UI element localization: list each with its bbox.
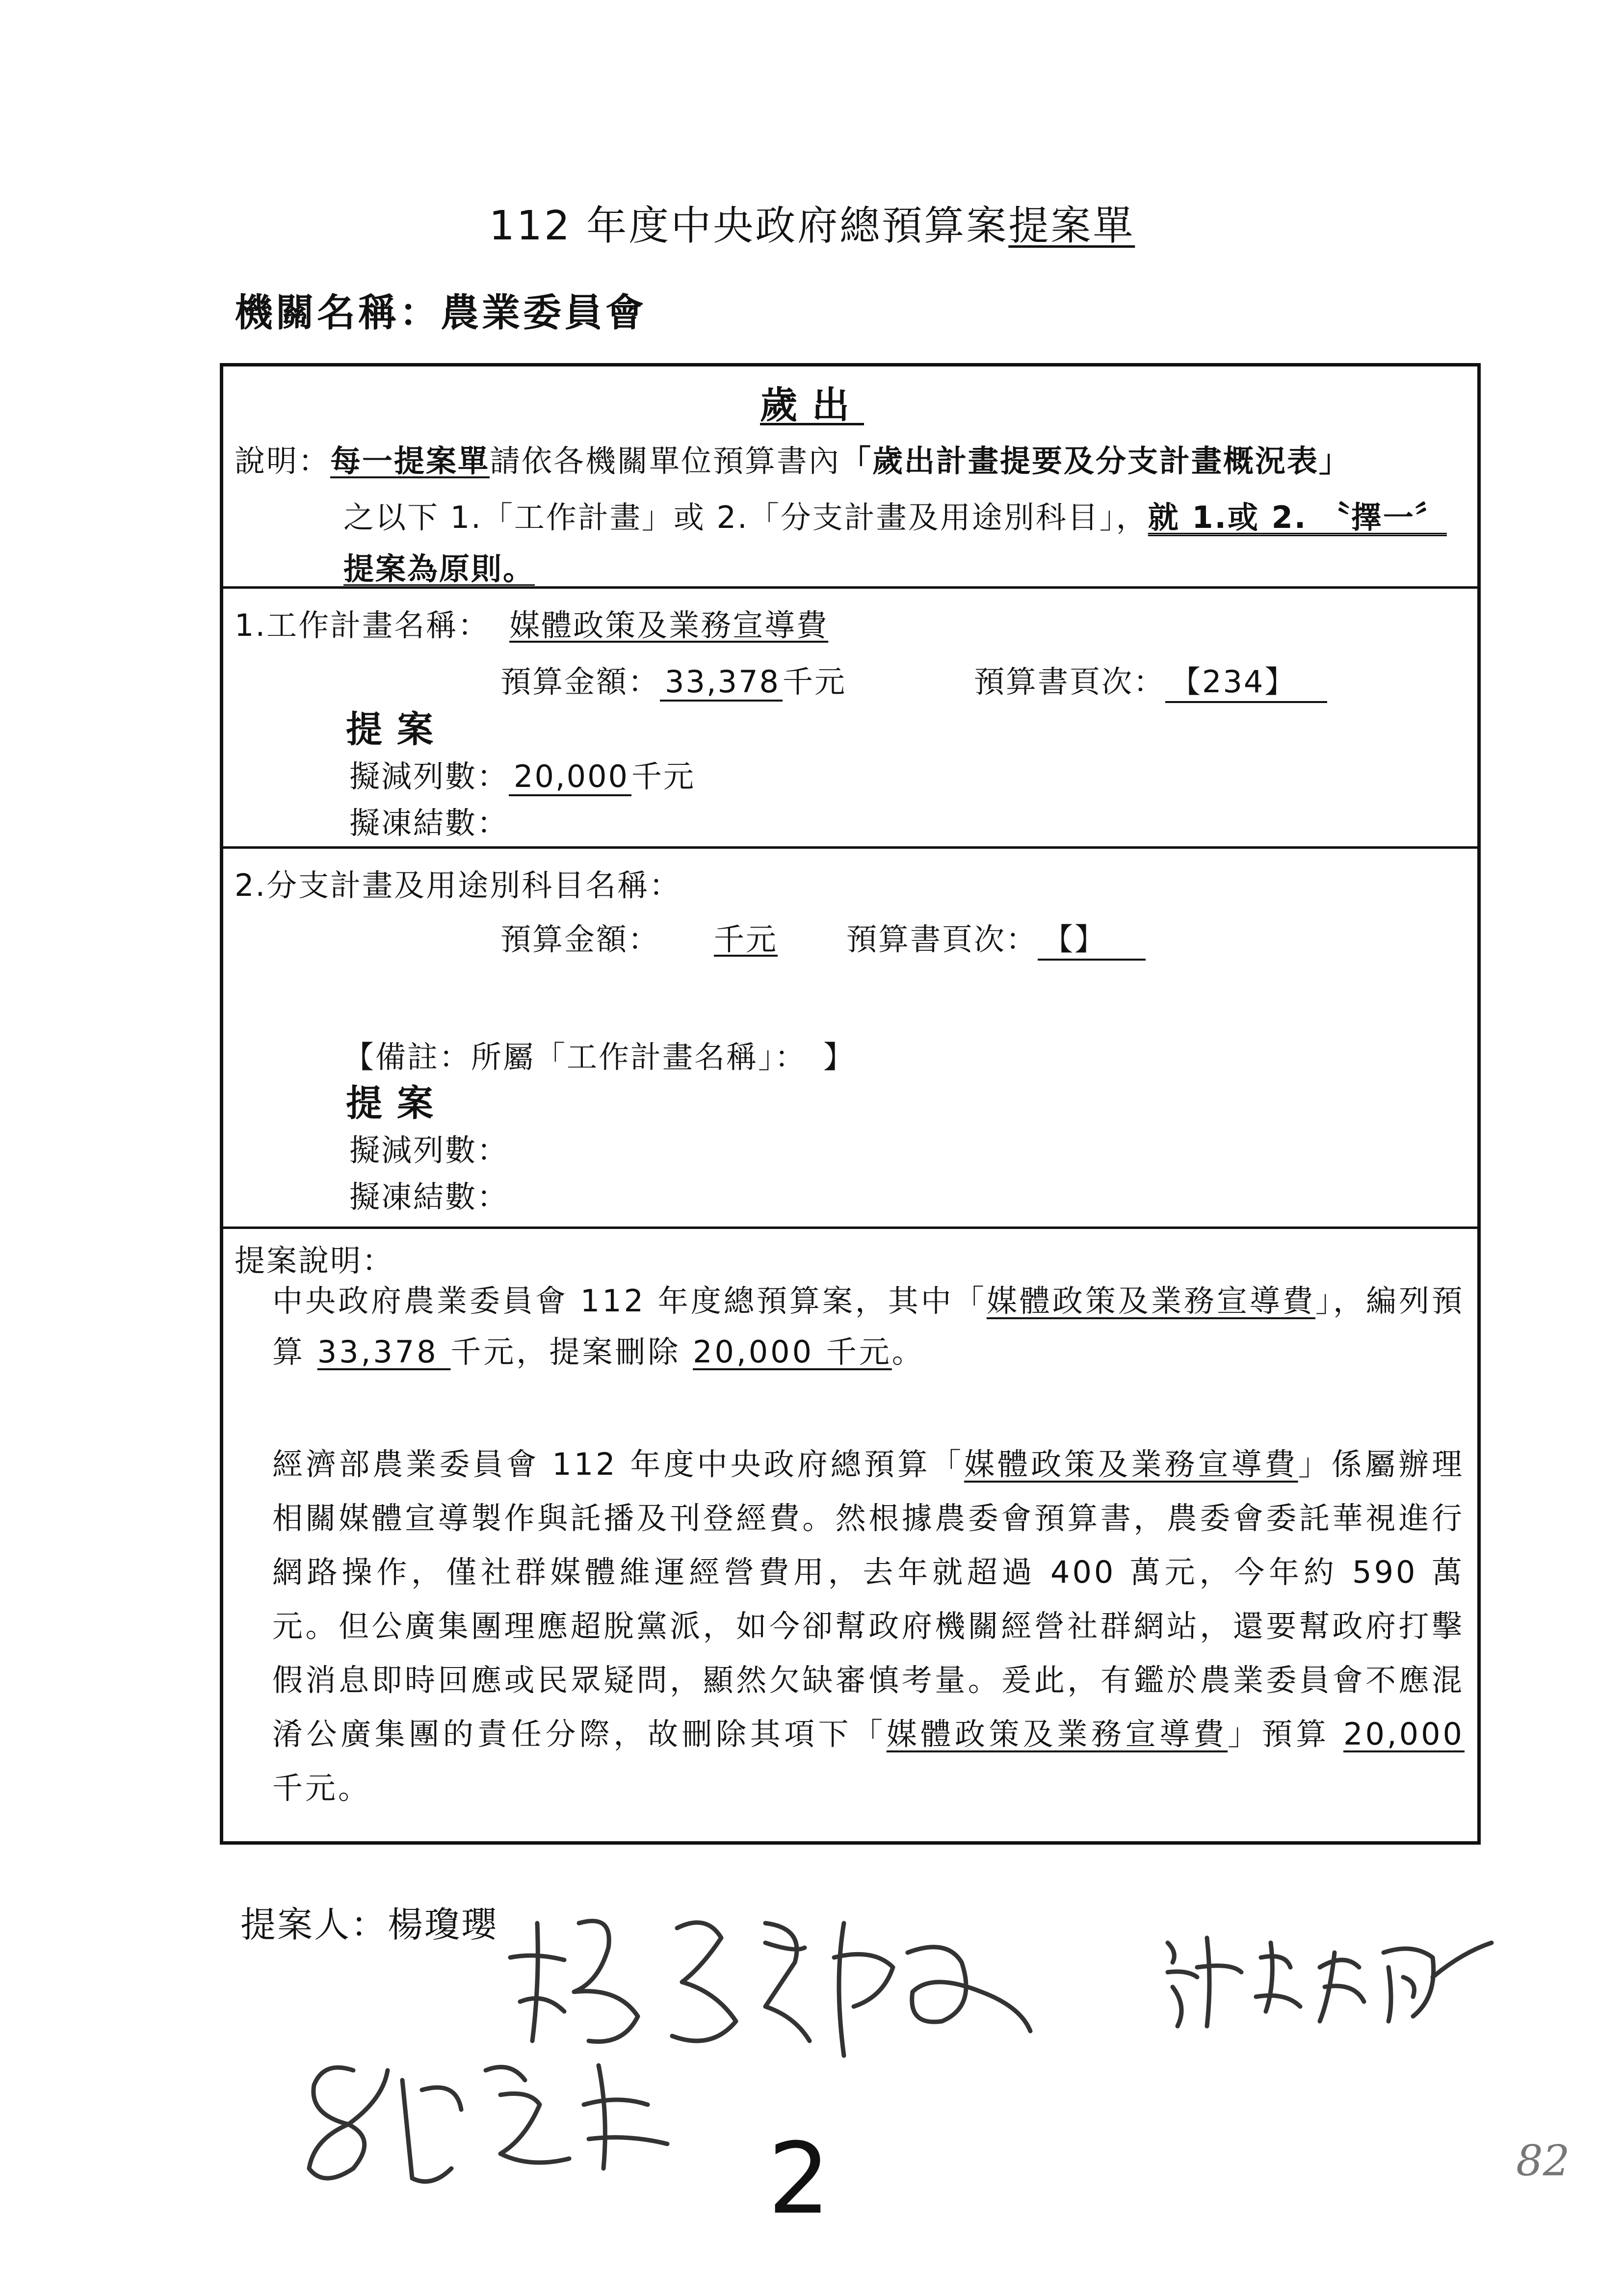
work-plan-freeze-row: 擬凍結數：: [349, 805, 509, 841]
work-plan-name: 媒體政策及業務宣導費: [509, 607, 829, 643]
work-plan-budget-amount: 33,378: [660, 664, 783, 702]
signature-3: [294, 2041, 697, 2208]
proposer-label: 提案人：: [240, 1904, 388, 1945]
branch-plan-page-number: 【】: [1038, 915, 1146, 961]
branch-plan-budget-row: 預算金額： 千元: [500, 921, 778, 957]
title-text: 112 年度中央政府總預算案: [489, 203, 1009, 249]
agency-line: [235, 282, 647, 337]
instructions-line-1: 說明：每一提案單請依各機關單位預算書內「歲出計畫提要及分支計畫概況表」: [235, 443, 1351, 479]
proposer-name: 楊瓊瓔: [388, 1904, 498, 1945]
work-plan-cut-amount: 20,000: [509, 758, 631, 796]
work-plan-name-label: 1.工作計畫名稱：: [235, 607, 490, 643]
proposer-line: [240, 1896, 498, 1947]
work-plan-proposal-heading: 提案: [346, 708, 448, 751]
page-number: 2: [768, 2122, 831, 2236]
branch-plan-page-row: 預算書頁次： 【】: [846, 915, 1146, 961]
work-plan-page-number: 【234】: [1165, 657, 1327, 703]
agency-label: 機關名稱：: [235, 291, 441, 335]
branch-plan-remark: 【備註：所屬「工作計畫名稱」： 】: [343, 1039, 856, 1075]
branch-plan-cut-row: 擬減列數：: [349, 1132, 509, 1168]
explanation-paragraph-2: 經濟部農業委員會 112 年度中央政府總預算「媒體政策及業務宣導費」係屬辦理相關媒體宣導製作與託播及刊登經費。然根據農委會預算書，農委會委託華視進行網路操作，僅社群媒體維運經營費用，去年就超過 400 萬元，今年約 590 萬元。但公廣集團理應超脫黨派，如今卻幫政府機關經營社群網站，還要幫政府打擊假消息即時回應或民眾疑問，顯然欠缺審慎考量。爰此，有鑑於農業委員會不應混淆公廣集團的責任分際，故刪除其項下「媒體政策及業務宣導費」預算 20,000 千元。: [272, 1446, 1465, 1806]
divider-work-plan: [220, 846, 1481, 849]
page-title: [0, 194, 1624, 251]
divider-branch-plan: [220, 1226, 1481, 1229]
section-heading: 歲出: [760, 383, 864, 427]
title-emphasis: 提案單: [1008, 203, 1135, 249]
signature-2: [1158, 1923, 1501, 2036]
instructions-emphasis-3: 就 1.或 2. 〝擇一〞: [1148, 499, 1447, 535]
work-plan-name-row: [235, 601, 828, 645]
instructions-label: 說明：: [235, 443, 331, 479]
agency-name: 農業委員會: [441, 291, 647, 335]
work-plan-page-row: 預算書頁次： 【234】: [974, 657, 1327, 703]
branch-plan-freeze-row: 擬凍結數：: [349, 1179, 509, 1215]
explanation-paragraph-1: 中央政府農業委員會 112 年度總預算案，其中「媒體政策及業務宣導費」，編列預算 33,378 千元，提案刪除 20,000 千元。: [272, 1283, 1465, 1370]
branch-plan-proposal-heading: 提案: [346, 1082, 448, 1124]
explanation-label: 提案說明：: [235, 1243, 394, 1278]
document-number: 82: [1516, 2137, 1570, 2186]
branch-plan-name-label: 2.分支計畫及用途別科目名稱：: [235, 867, 681, 903]
work-plan-cut-row: 擬減列數： 20,000千元: [349, 752, 695, 796]
instructions-emphasis-2: 「歲出計畫提要及分支計畫概況表」: [840, 443, 1351, 479]
work-plan-budget-row: 預算金額： 33,378千元: [500, 657, 846, 702]
instructions-line-3: 提案為原則。: [343, 551, 535, 587]
instructions-line-2: 之以下 1.「工作計畫」或 2.「分支計畫及用途別科目」，就 1.或 2. 〝擇一〞: [343, 499, 1447, 535]
instructions-emphasis-1: 每一提案單: [330, 443, 490, 479]
